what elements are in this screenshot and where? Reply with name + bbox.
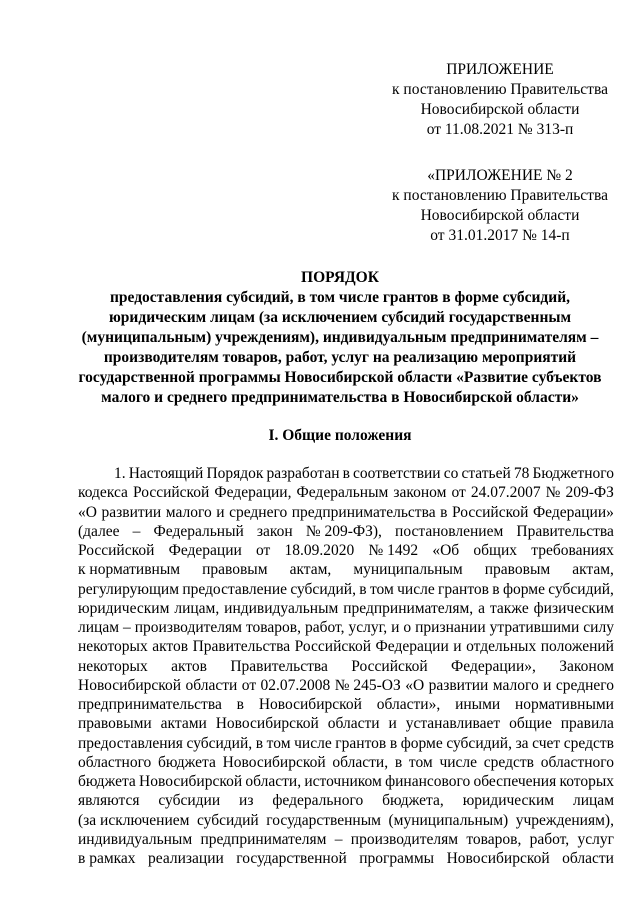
word: муниципальным	[353, 561, 463, 579]
title-line: государственной программы Новосибирской области «Развитие субъектов	[78, 369, 602, 386]
word: Правительства	[192, 638, 291, 656]
word: предоставление	[182, 580, 287, 598]
word: источником	[304, 773, 382, 790]
word: № 245-ОЗ	[334, 676, 401, 694]
word: области,	[332, 753, 389, 771]
section-heading: I. Общие положения	[268, 427, 412, 444]
word: актов	[171, 657, 207, 675]
word: постановлением	[395, 522, 504, 540]
word: соответствии	[353, 465, 441, 482]
word: правовым	[484, 561, 551, 579]
annex-date-number: от 11.08.2021 № 313-п	[426, 121, 574, 138]
paragraph-line	[78, 483, 614, 502]
word: производителям	[350, 830, 459, 848]
word: а	[478, 599, 485, 617]
word: бюджета,	[382, 792, 444, 810]
word: некоторых	[78, 657, 148, 675]
word: грантов	[335, 734, 387, 752]
word: Новосибирской	[446, 850, 550, 867]
word: Новосибирской	[222, 753, 326, 771]
word: производителям	[134, 619, 242, 636]
word: работ,	[529, 830, 570, 848]
word: обеспечения	[473, 773, 557, 790]
title-line: юридическим лицам (за исключением субсидий государственным	[108, 309, 572, 326]
word: малого	[165, 503, 212, 521]
paragraph	[78, 464, 614, 868]
word: также	[489, 599, 529, 617]
word: юридическим	[78, 599, 170, 617]
word: учреждениям),	[515, 811, 614, 829]
word: закон	[256, 522, 293, 540]
word: среднего	[555, 676, 614, 694]
word: и	[453, 638, 462, 656]
word: общие	[509, 715, 552, 733]
word: регулирующим	[78, 580, 179, 598]
word: –	[132, 522, 141, 540]
word: Российской	[294, 638, 372, 656]
word: услуг	[577, 830, 614, 848]
word: и	[543, 676, 552, 694]
word: 24.07.2007	[470, 484, 541, 502]
paragraph-line	[78, 695, 614, 714]
paragraph-line	[78, 637, 614, 656]
word: финансового	[385, 773, 471, 790]
word: федерального	[272, 792, 364, 810]
word: грантов	[438, 580, 489, 598]
title-line: предоставления субсидий, в том числе грантов в форме субсидий,	[109, 289, 571, 306]
word: –	[123, 619, 131, 636]
word: Федеральный	[153, 522, 244, 540]
paragraph-line	[78, 522, 614, 541]
word: Настоящий	[128, 465, 204, 482]
word: №	[545, 484, 561, 502]
word: программы	[359, 850, 435, 867]
paragraph-line	[78, 657, 614, 676]
word: лицам,	[174, 599, 220, 617]
word: индивидуальным	[78, 830, 193, 848]
word: предпринимателям,	[343, 599, 474, 617]
word: области	[185, 676, 238, 694]
word: средств	[563, 734, 614, 752]
word: от	[256, 542, 271, 559]
word: предпринимателям	[200, 830, 327, 848]
word: Новосибирской	[215, 715, 319, 733]
word: Правительства	[516, 522, 614, 540]
word: предпринимательства	[291, 503, 436, 521]
word: развитии	[101, 503, 162, 521]
word: статьей	[461, 465, 511, 482]
annex-header-current	[380, 60, 620, 140]
word: в	[440, 503, 448, 521]
word: товаров,	[245, 619, 301, 636]
word: Правительства	[230, 657, 328, 675]
word: в	[492, 580, 500, 598]
annex-line: к постановлению Правительства	[392, 81, 608, 98]
word: иными	[455, 696, 501, 713]
paragraph-line	[78, 714, 614, 733]
word: Новосибирской	[258, 696, 362, 713]
word: лицам	[78, 619, 120, 636]
word: бюджета	[78, 773, 136, 790]
word: 78	[513, 465, 530, 482]
word: субсидий,	[446, 734, 512, 752]
word: физическим	[533, 599, 614, 617]
word: –	[334, 830, 343, 848]
word: в	[255, 734, 264, 752]
word: средств	[483, 753, 534, 771]
word: Новосибирской	[78, 676, 182, 694]
word: числе	[294, 734, 332, 752]
paragraph-line	[78, 676, 614, 695]
word: Бюджетного	[532, 465, 614, 482]
paragraph-line	[78, 618, 614, 637]
word: правовыми	[78, 715, 152, 733]
word: числе	[439, 753, 478, 771]
word: и	[388, 715, 397, 733]
word: от	[451, 484, 466, 502]
word: работ,	[304, 619, 345, 636]
annex-date-number: от 31.01.2017 № 14-п	[430, 227, 570, 244]
word: нормативными	[515, 696, 614, 713]
word: к нормативным	[78, 561, 181, 579]
word: кодекса	[78, 484, 128, 502]
word: и	[216, 503, 225, 521]
word: за	[515, 734, 529, 752]
word: Федеральным	[296, 484, 389, 502]
annex-line: к постановлению Правительства	[392, 187, 608, 204]
word: товаров,	[466, 830, 522, 848]
word: устанавливает	[405, 715, 501, 733]
word: государственной	[236, 850, 347, 867]
word: актов	[152, 638, 189, 656]
word: областного	[78, 753, 152, 771]
word: предпринимательства	[78, 696, 222, 713]
word: том	[369, 580, 394, 598]
word: областного	[540, 753, 614, 771]
title-line: производителям товаров, работ, услуг на реализацию мероприятий	[103, 349, 577, 366]
word: Российской	[78, 542, 155, 559]
word: области,	[245, 773, 302, 790]
annex-header-original	[380, 166, 620, 246]
word: индивидуальным	[224, 599, 339, 617]
word: числе	[397, 580, 435, 598]
word: силу	[583, 619, 614, 636]
word: отдельных	[466, 638, 537, 656]
word: в	[389, 734, 398, 752]
word: о	[403, 619, 412, 636]
word: 02.07.2008	[260, 676, 331, 694]
word: актам,	[289, 561, 332, 579]
title-line: (муниципальным) учреждениям), индивидуальным предпринимателям –	[81, 329, 599, 346]
word: Федерации»	[532, 503, 614, 521]
paragraph-line	[78, 464, 614, 483]
word: Порядок	[206, 465, 264, 482]
word: «Об	[432, 542, 460, 559]
word: правовым	[202, 561, 268, 579]
word: Российской	[452, 503, 529, 521]
word: со	[443, 465, 459, 482]
word: Федерации	[375, 638, 449, 656]
word: юридическим	[462, 792, 555, 810]
word: (далее	[78, 522, 120, 540]
annex-title: ПРИЛОЖЕНИЕ	[446, 61, 554, 78]
word: 209-ФЗ	[565, 484, 614, 502]
word: малого	[492, 676, 539, 694]
word: 18.09.2020	[284, 542, 355, 559]
word: Законом	[559, 657, 614, 675]
word: форме	[400, 734, 443, 752]
paragraph-line	[78, 560, 614, 579]
word: Федерации	[168, 542, 242, 559]
word: области	[562, 850, 614, 867]
word: форме	[502, 580, 545, 598]
word: из	[239, 792, 254, 810]
word: «О	[405, 676, 425, 694]
annex-line: Новосибирской области	[420, 207, 580, 224]
word: (муниципальным)	[388, 811, 509, 829]
word: в рамках	[78, 850, 136, 867]
word: и	[391, 619, 400, 636]
word: Российской	[351, 657, 428, 675]
word: в	[342, 465, 350, 482]
word: области»,	[376, 696, 441, 713]
paragraph-line	[78, 811, 614, 830]
paragraph-line	[78, 734, 614, 753]
word: Федерации»,	[451, 657, 536, 675]
word: разработан	[266, 465, 340, 482]
paragraph-line	[78, 830, 614, 849]
word: Российской	[132, 484, 210, 502]
word: среднего	[229, 503, 288, 521]
word: развитии	[428, 676, 489, 694]
word: (за исключением	[78, 811, 190, 829]
word: лицам	[572, 792, 614, 810]
word: утратившими	[489, 619, 580, 636]
word: субсидий,	[290, 580, 356, 598]
word: актами	[160, 715, 207, 733]
paragraph-line	[78, 791, 614, 810]
paragraph-line	[78, 580, 614, 599]
paragraph-line	[78, 599, 614, 618]
word: № 209-ФЗ),	[305, 522, 382, 540]
annex-line: Новосибирской области	[420, 101, 580, 118]
word: Новосибирской	[139, 773, 243, 790]
word: субсидий,	[548, 580, 614, 598]
word: счет	[532, 734, 561, 752]
word: субсидий	[196, 811, 259, 829]
paragraph-line	[78, 503, 614, 522]
word: Федерации,	[214, 484, 292, 502]
title-line: малого и среднего предпринимательства в Новосибирской области»	[101, 389, 579, 406]
word: положений	[540, 638, 614, 656]
annex-title: «ПРИЛОЖЕНИЕ № 2	[427, 167, 573, 184]
word: в	[394, 753, 403, 771]
word: субсидии	[158, 792, 221, 810]
word: признании	[415, 619, 486, 636]
word: услуг,	[348, 619, 388, 636]
word: некоторых	[78, 638, 148, 656]
document-title	[60, 268, 620, 408]
word: общих	[473, 542, 518, 559]
word: в	[359, 580, 367, 598]
word: государственным	[266, 811, 381, 829]
word: в	[236, 696, 244, 713]
paragraph-line	[78, 849, 614, 868]
word: предоставления	[78, 734, 183, 752]
word: том	[266, 734, 291, 752]
paragraph-line	[78, 753, 614, 772]
paragraph-line	[78, 541, 614, 560]
word: правила	[560, 715, 614, 733]
word: законом	[393, 484, 447, 502]
word: являются	[78, 792, 140, 810]
word: от	[241, 676, 257, 694]
word: которых	[559, 773, 614, 790]
word: том	[408, 753, 433, 771]
word: области	[327, 715, 380, 733]
word: субсидий,	[186, 734, 253, 752]
word: бюджета	[158, 753, 216, 771]
word: № 1492	[368, 542, 419, 559]
paragraph-line	[78, 772, 614, 791]
word: «О	[78, 503, 97, 521]
word: актам,	[572, 561, 614, 579]
word: реализации	[148, 850, 224, 867]
word: 1.	[114, 465, 126, 482]
document-heading: ПОРЯДОК	[301, 269, 379, 286]
word: требованиях	[531, 542, 614, 559]
